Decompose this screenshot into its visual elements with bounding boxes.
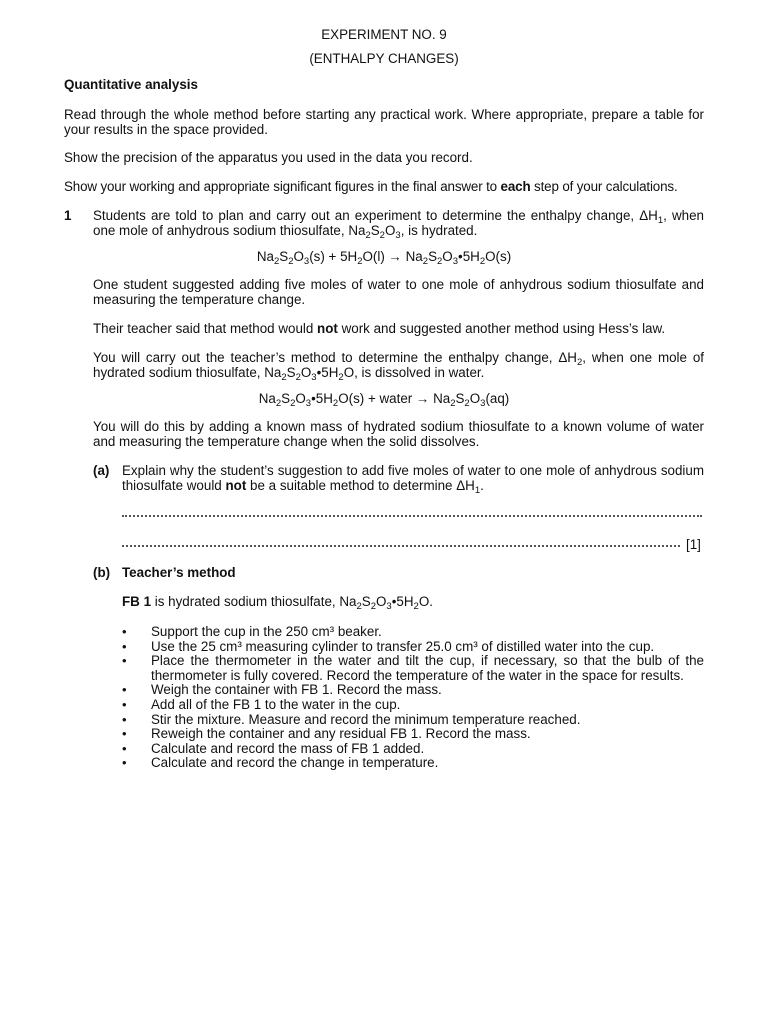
question-intro: Students are told to plan and carry out an experiment to determine the enthalpy change, $\Delta H_1$, when one mole of anhydrous sodium thiosulfate, $Na_2S_2O_3$, is hydrated. xyxy=(93,208,704,241)
bullet-icon: • xyxy=(122,638,127,654)
method-step: • Stir the mixture. Measure and record the minimum temperature reached. xyxy=(122,711,581,727)
bullet-icon: • xyxy=(122,740,127,756)
instruction-working: Show your working and appropriate significant figures in the final answer to each step of your calculations. xyxy=(64,179,678,194)
answer-line-2[interactable] xyxy=(122,545,680,547)
carry-out-method: You will carry out the teacher’s method to determine the enthalpy change, $\Delta H_2$, when one mole of hydrated sodium thiosulfate, $Na_2S_2O_3•5H_2O$, is dissolved in water. xyxy=(93,350,704,383)
question-number: 1 xyxy=(64,208,72,223)
method-description: You will do this by adding a known mass of hydrated sodium thiosulfate to a known volume of water and measuring the temperature change when the solid dissolves. xyxy=(93,419,704,449)
bullet-icon: • xyxy=(122,696,127,712)
bullet-icon: • xyxy=(122,726,127,742)
bullet-icon: • xyxy=(122,755,127,771)
part-b-heading: Teacher’s method xyxy=(122,565,236,580)
method-step: • Calculate and record the mass of FB 1 added. xyxy=(122,740,425,756)
fb1-description: FB 1 is hydrated sodium thiosulfate, $Na_2S_2O_3•5H_2O$. xyxy=(122,594,433,612)
experiment-title: EXPERIMENT NO. 9 xyxy=(321,27,447,42)
part-a-marks: [1] xyxy=(686,537,701,552)
part-a-question: Explain why the student’s suggestion to add five moles of water to one mole of anhydrous sodium thiosulfate would not be a suitable method to determine $\Delta H_1$. xyxy=(122,463,704,496)
method-step: • Use the 25 cm³ measuring cylinder to transfer 25.0 cm³ of distilled water into the cup. xyxy=(122,638,655,654)
bullet-icon: • xyxy=(122,682,127,698)
instruction-read-method: Read through the whole method before starting any practical work. Where appropriate, prepare a table for your results in the space provided. xyxy=(64,107,704,137)
bullet-icon: • xyxy=(122,653,127,669)
method-step: • Add all of the FB 1 to the water in the cup. xyxy=(122,696,401,712)
section-heading: Quantitative analysis xyxy=(64,77,198,92)
method-step: • Support the cup in the 250 cm³ beaker. xyxy=(122,624,382,639)
experiment-subtitle: (ENTHALPY CHANGES) xyxy=(309,51,459,66)
instruction-precision: Show the precision of the apparatus you used in the data you record. xyxy=(64,150,473,165)
equation-dissolving: $Na_2S_2O_3•5H_2O(s)$ + water → $Na_2S_2O_3(aq)$ xyxy=(258,391,510,409)
method-step: • Weigh the container with FB 1. Record the mass. xyxy=(122,682,442,698)
bullet-icon: • xyxy=(122,624,127,639)
method-step: • Place the thermometer in the water and tilt the cup, if necessary, so that the bulb of the thermometer is fully covered. Record the temperature of the water in the space for results. xyxy=(122,653,704,683)
method-step: • Reweigh the container and any residual FB 1. Record the mass. xyxy=(122,726,531,742)
method-step: • Calculate and record the change in temperature. xyxy=(122,755,439,771)
part-a-label: (a) xyxy=(93,463,110,478)
answer-line-1[interactable] xyxy=(122,515,702,517)
teacher-response: Their teacher said that method would not work and suggested another method using Hess’s law. xyxy=(93,321,666,336)
method-steps-list xyxy=(122,625,704,771)
student-suggestion: One student suggested adding five moles of water to one mole of anhydrous sodium thiosulfate and measuring the temperature change. xyxy=(93,277,704,307)
part-b-label: (b) xyxy=(93,565,111,580)
equation-hydration: $Na_2S_2O_3(s) + 5H_2O(l)$ → $Na_2S_2O_3•5H_2O(s)$ xyxy=(256,249,512,267)
bullet-icon: • xyxy=(122,711,127,727)
